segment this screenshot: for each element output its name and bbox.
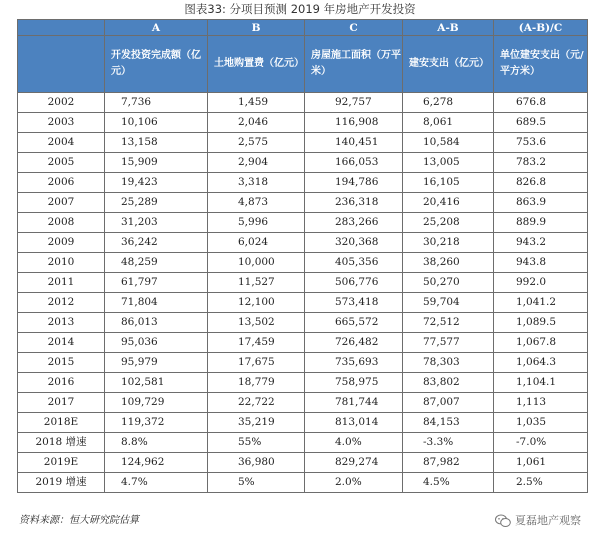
construction-cost-cell: 13,005	[403, 153, 494, 173]
table-row	[18, 93, 588, 113]
construction-cost-cell: 8,061	[403, 113, 494, 133]
year-cell: 2011	[18, 273, 105, 293]
construction-cost-cell: 87,982	[403, 453, 494, 473]
source-note: 资料来源：恒大研究院估算	[19, 515, 139, 526]
table-row	[18, 413, 588, 433]
construction-cost-cell: 6,278	[403, 93, 494, 113]
investment-cell: 109,729	[105, 393, 208, 413]
floor-area-cell: 116,908	[305, 113, 403, 133]
construction-cost-cell: 4.5%	[403, 473, 494, 493]
header-letter-row	[18, 20, 588, 36]
floor-area-cell: 758,975	[305, 373, 403, 393]
table-body	[18, 93, 588, 493]
floor-area-cell: 665,572	[305, 313, 403, 333]
construction-cost-cell: 10,584	[403, 133, 494, 153]
table-row	[18, 453, 588, 473]
brand-name: 夏磊地产观察	[515, 514, 581, 527]
unit-cost-cell: 689.5	[494, 113, 588, 133]
investment-cell: 36,242	[105, 233, 208, 253]
investment-cell: 95,036	[105, 333, 208, 353]
investment-cell: 7,736	[105, 93, 208, 113]
table-row	[18, 153, 588, 173]
unit-cost-cell: 1,041.2	[494, 293, 588, 313]
header-title: 土地购置费（亿元）	[208, 36, 305, 93]
table-row	[18, 293, 588, 313]
construction-cost-cell: 16,105	[403, 173, 494, 193]
year-cell: 2013	[18, 313, 105, 333]
unit-cost-cell: 889.9	[494, 213, 588, 233]
header-letter: A-B	[403, 20, 494, 36]
year-cell: 2010	[18, 253, 105, 273]
floor-area-cell: 140,451	[305, 133, 403, 153]
construction-cost-cell: 25,208	[403, 213, 494, 233]
investment-cell: 13,158	[105, 133, 208, 153]
unit-cost-cell: 753.6	[494, 133, 588, 153]
land-cost-cell: 5%	[208, 473, 305, 493]
investment-cell: 119,372	[105, 413, 208, 433]
investment-forecast-table	[17, 19, 588, 493]
year-cell: 2008	[18, 213, 105, 233]
construction-cost-cell: 77,577	[403, 333, 494, 353]
year-cell: 2007	[18, 193, 105, 213]
year-cell: 2015	[18, 353, 105, 373]
unit-cost-cell: 1,064.3	[494, 353, 588, 373]
construction-cost-cell: 78,303	[403, 353, 494, 373]
land-cost-cell: 22,722	[208, 393, 305, 413]
unit-cost-cell: -7.0%	[494, 433, 588, 453]
investment-cell: 124,962	[105, 453, 208, 473]
header-letter: C	[305, 20, 403, 36]
investment-cell: 61,797	[105, 273, 208, 293]
table-row	[18, 213, 588, 233]
floor-area-cell: 405,356	[305, 253, 403, 273]
construction-cost-cell: 50,270	[403, 273, 494, 293]
investment-cell: 25,289	[105, 193, 208, 213]
header-title: 单位建安支出（元/平方米）	[494, 36, 588, 93]
land-cost-cell: 17,459	[208, 333, 305, 353]
land-cost-cell: 5,996	[208, 213, 305, 233]
year-cell: 2018E	[18, 413, 105, 433]
floor-area-cell: 813,014	[305, 413, 403, 433]
table-row	[18, 433, 588, 453]
land-cost-cell: 17,675	[208, 353, 305, 373]
wechat-icon	[495, 514, 511, 528]
construction-cost-cell: 59,704	[403, 293, 494, 313]
header-letter	[18, 20, 105, 36]
table-row	[18, 193, 588, 213]
header-letter: B	[208, 20, 305, 36]
floor-area-cell: 573,418	[305, 293, 403, 313]
land-cost-cell: 2,046	[208, 113, 305, 133]
year-cell: 2004	[18, 133, 105, 153]
investment-cell: 15,909	[105, 153, 208, 173]
header-letter: A	[105, 20, 208, 36]
table-row	[18, 373, 588, 393]
header-title: 房屋施工面积（万平米）	[305, 36, 403, 93]
table-row	[18, 473, 588, 493]
floor-area-cell: 829,274	[305, 453, 403, 473]
year-cell: 2005	[18, 153, 105, 173]
construction-cost-cell: 83,802	[403, 373, 494, 393]
investment-cell: 86,013	[105, 313, 208, 333]
floor-area-cell: 4.0%	[305, 433, 403, 453]
unit-cost-cell: 826.8	[494, 173, 588, 193]
construction-cost-cell: 87,007	[403, 393, 494, 413]
construction-cost-cell: -3.3%	[403, 433, 494, 453]
unit-cost-cell: 1,035	[494, 413, 588, 433]
investment-cell: 8.8%	[105, 433, 208, 453]
investment-cell: 19,423	[105, 173, 208, 193]
land-cost-cell: 13,502	[208, 313, 305, 333]
investment-cell: 31,203	[105, 213, 208, 233]
unit-cost-cell: 676.8	[494, 93, 588, 113]
construction-cost-cell: 72,512	[403, 313, 494, 333]
floor-area-cell: 194,786	[305, 173, 403, 193]
unit-cost-cell: 943.2	[494, 233, 588, 253]
footer	[17, 511, 587, 531]
investment-cell: 95,979	[105, 353, 208, 373]
table-row	[18, 133, 588, 153]
year-cell: 2019E	[18, 453, 105, 473]
land-cost-cell: 11,527	[208, 273, 305, 293]
year-cell: 2009	[18, 233, 105, 253]
year-cell: 2003	[18, 113, 105, 133]
investment-cell: 102,581	[105, 373, 208, 393]
land-cost-cell: 36,980	[208, 453, 305, 473]
floor-area-cell: 236,318	[305, 193, 403, 213]
land-cost-cell: 10,000	[208, 253, 305, 273]
unit-cost-cell: 1,104.1	[494, 373, 588, 393]
land-cost-cell: 12,100	[208, 293, 305, 313]
floor-area-cell: 726,482	[305, 333, 403, 353]
unit-cost-cell: 783.2	[494, 153, 588, 173]
land-cost-cell: 55%	[208, 433, 305, 453]
investment-cell: 71,804	[105, 293, 208, 313]
land-cost-cell: 35,219	[208, 413, 305, 433]
land-cost-cell: 6,024	[208, 233, 305, 253]
table-row	[18, 393, 588, 413]
investment-cell: 48,259	[105, 253, 208, 273]
table-row	[18, 253, 588, 273]
floor-area-cell: 735,693	[305, 353, 403, 373]
table-row	[18, 333, 588, 353]
year-cell: 2002	[18, 93, 105, 113]
year-cell: 2019 增速	[18, 473, 105, 493]
header-title: 开发投资完成额（亿元）	[105, 36, 208, 93]
year-cell: 2017	[18, 393, 105, 413]
investment-cell: 10,106	[105, 113, 208, 133]
floor-area-cell: 2.0%	[305, 473, 403, 493]
header-title: 建安支出（亿元）	[403, 36, 494, 93]
table-row	[18, 273, 588, 293]
table-row	[18, 233, 588, 253]
land-cost-cell: 3,318	[208, 173, 305, 193]
brand-watermark	[495, 511, 581, 531]
unit-cost-cell: 1,067.8	[494, 333, 588, 353]
table-row	[18, 313, 588, 333]
table-row	[18, 173, 588, 193]
table-row	[18, 113, 588, 133]
floor-area-cell: 781,744	[305, 393, 403, 413]
construction-cost-cell: 84,153	[403, 413, 494, 433]
table-row	[18, 353, 588, 373]
unit-cost-cell: 943.8	[494, 253, 588, 273]
construction-cost-cell: 20,416	[403, 193, 494, 213]
header-title	[18, 36, 105, 93]
floor-area-cell: 283,266	[305, 213, 403, 233]
land-cost-cell: 1,459	[208, 93, 305, 113]
floor-area-cell: 320,368	[305, 233, 403, 253]
floor-area-cell: 506,776	[305, 273, 403, 293]
unit-cost-cell: 1,113	[494, 393, 588, 413]
land-cost-cell: 4,873	[208, 193, 305, 213]
unit-cost-cell: 1,061	[494, 453, 588, 473]
unit-cost-cell: 992.0	[494, 273, 588, 293]
floor-area-cell: 166,053	[305, 153, 403, 173]
unit-cost-cell: 2.5%	[494, 473, 588, 493]
land-cost-cell: 18,779	[208, 373, 305, 393]
header-title-row	[18, 36, 588, 93]
year-cell: 2014	[18, 333, 105, 353]
year-cell: 2016	[18, 373, 105, 393]
construction-cost-cell: 30,218	[403, 233, 494, 253]
unit-cost-cell: 1,089.5	[494, 313, 588, 333]
land-cost-cell: 2,575	[208, 133, 305, 153]
investment-cell: 4.7%	[105, 473, 208, 493]
construction-cost-cell: 38,260	[403, 253, 494, 273]
land-cost-cell: 2,904	[208, 153, 305, 173]
year-cell: 2012	[18, 293, 105, 313]
table-header	[18, 20, 588, 93]
year-cell: 2006	[18, 173, 105, 193]
floor-area-cell: 92,757	[305, 93, 403, 113]
unit-cost-cell: 863.9	[494, 193, 588, 213]
year-cell: 2018 增速	[18, 433, 105, 453]
table-caption: 图表33: 分项目预测 2019 年房地产开发投资	[184, 2, 416, 16]
header-letter: (A-B)/C	[494, 20, 588, 36]
